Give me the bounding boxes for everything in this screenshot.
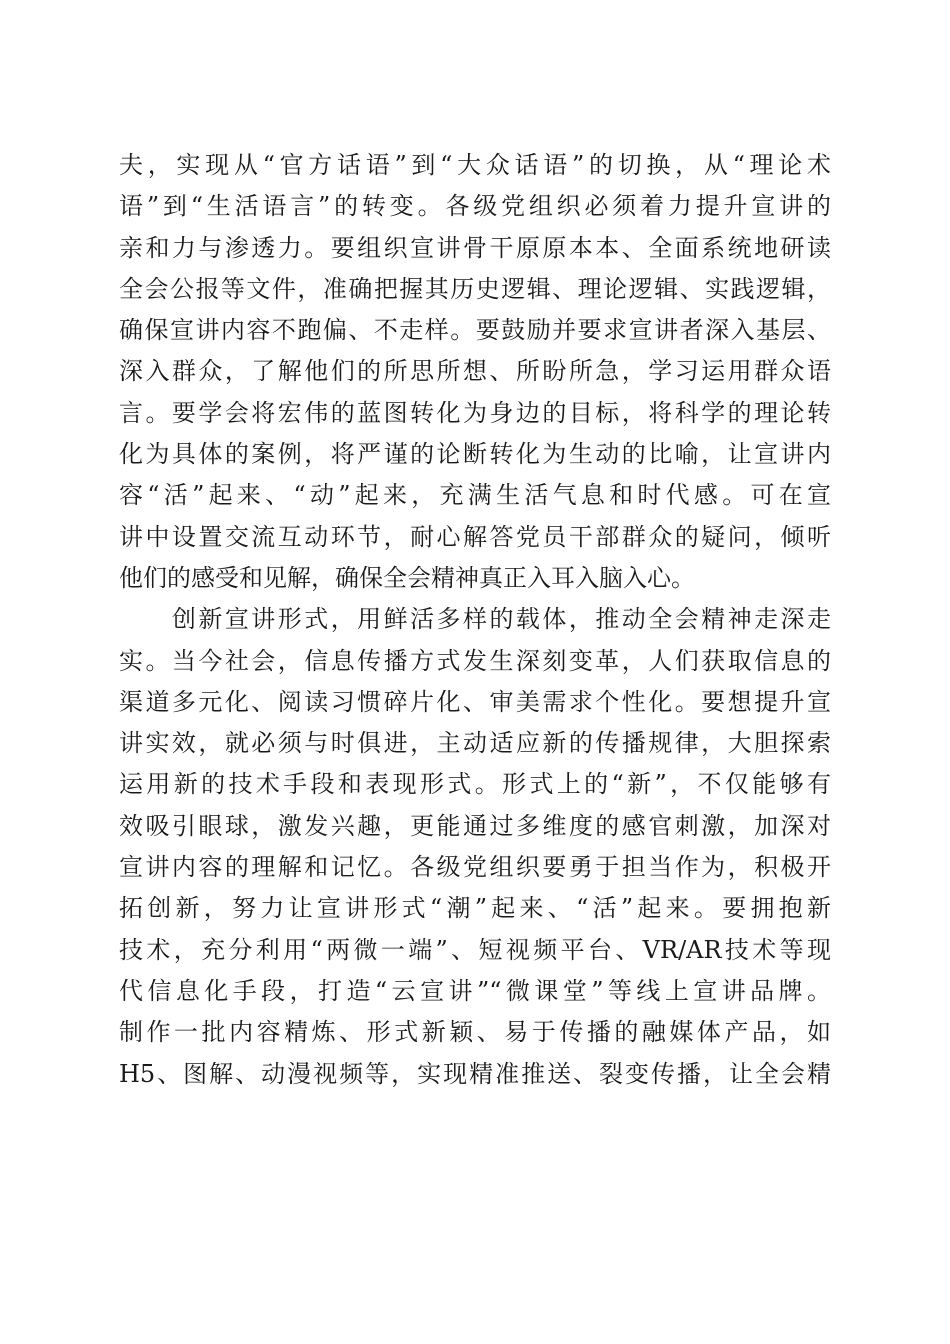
text-line: 深入群众，了解他们的所思所想、所盼所急，学习运用群众语	[119, 357, 831, 386]
text-line: 化为具体的案例，将严谨的论断转化为生动的比喻，让宣讲内	[119, 440, 831, 469]
text-line: 拓创新，努力让宣讲形式“潮”起来、“活”起来。要拥抱新	[119, 894, 831, 923]
text-line: 语”到“生活语言”的转变。各级党组织必须着力提升宣讲的	[119, 192, 831, 221]
text-line: 运用新的技术手段和表现形式。形式上的“新”，不仅能够有	[119, 770, 831, 799]
text-line: 渠道多元化、阅读习惯碎片化、审美需求个性化。要想提升宣	[119, 687, 831, 716]
text-line: 制作一批内容精炼、形式新颖、易于传播的融媒体产品，如	[119, 1018, 831, 1047]
text-line: 代信息化手段，打造“云宣讲”“微课堂”等线上宣讲品牌。	[119, 976, 831, 1005]
text-line: 言。要学会将宏伟的蓝图转化为身边的目标，将科学的理论转	[119, 398, 831, 427]
text-line: 讲中设置交流互动环节，耐心解答党员干部群众的疑问，倾听	[119, 522, 831, 551]
text-line: H5、图解、动漫视频等，实现精准推送、裂变传播，让全会精	[119, 1059, 831, 1088]
text-line: 亲和力与渗透力。要组织宣讲骨干原原本本、全面系统地研读	[119, 233, 831, 262]
text-line: 实。当今社会，信息传播方式发生深刻变革，人们获取信息的	[119, 646, 831, 675]
text-line: 效吸引眼球，激发兴趣，更能通过多维度的感官刺激，加深对	[119, 811, 831, 840]
text-line: 创新宣讲形式，用鲜活多样的载体，推动全会精神走深走	[119, 605, 831, 634]
paragraph-1	[119, 145, 831, 599]
text-line: 全会公报等文件，准确把握其历史逻辑、理论逻辑、实践逻辑，	[119, 274, 831, 303]
text-line: 讲实效，就必须与时俱进，主动适应新的传播规律，大胆探索	[119, 729, 831, 758]
document-body	[119, 145, 831, 1095]
text-line: 宣讲内容的理解和记忆。各级党组织要勇于担当作为，积极开	[119, 853, 831, 882]
text-line: 确保宣讲内容不跑偏、不走样。要鼓励并要求宣讲者深入基层、	[119, 316, 831, 345]
text-line: 容“活”起来、“动”起来，充满生活气息和时代感。可在宣	[119, 481, 831, 510]
text-line: 夫，实现从“官方话语”到“大众话语”的切换，从“理论术	[119, 151, 831, 179]
paragraph-2	[119, 599, 831, 1095]
text-line: 技术，充分利用“两微一端”、短视频平台、VR/AR技术等现	[119, 935, 831, 964]
text-line: 他们的感受和见解，确保全会精神真正入耳入脑入心。	[119, 563, 695, 592]
